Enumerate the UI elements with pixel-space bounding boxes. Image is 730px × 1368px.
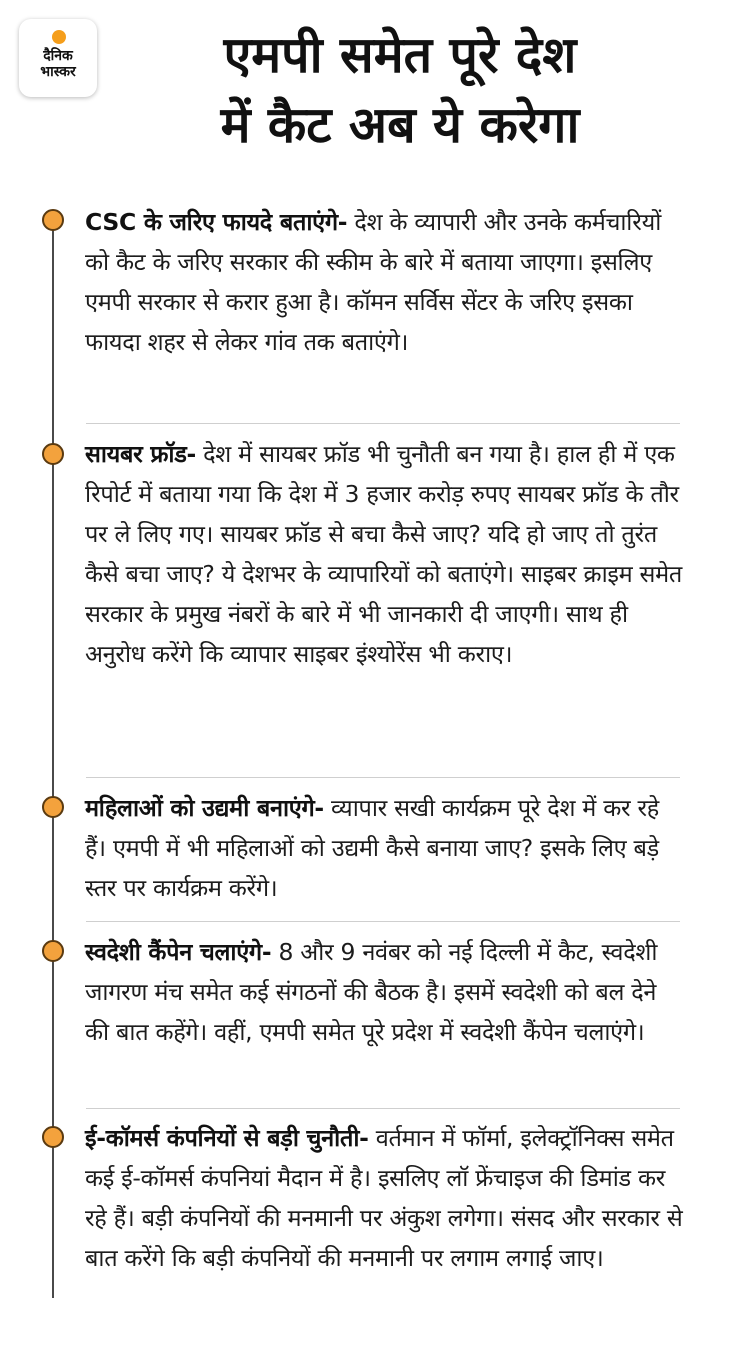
item-heading: महिलाओं को उद्यमी बनाएंगे- — [85, 794, 324, 822]
item-body: देश में सायबर फ्रॉड भी चुनौती बन गया है। हाल ही में एक रिपोर्ट में बताया गया कि देश में 3 हजार करोड़ रुपए सायबर फ्रॉड के तौर पर ले लिए गए। सायबर फ्रॉड से बचा कैसे जाए? यदि हो जाए तो तुरंत कैसे बचा जाए? ये देशभर के व्यापारियों को बताएंगे। साइबर क्राइम समेत सरकार के प्रमुख नंबरों के बारे में भी जानकारी दी जाएगी। साथ ही अनुरोध करेंगे कि व्यापार साइबर इंश्योरेंस भी कराए। — [85, 440, 682, 668]
timeline-bullet-icon — [42, 796, 64, 818]
item-heading: CSC के जरिए फायदे बताएंगे- — [85, 208, 348, 236]
item-text — [85, 434, 685, 674]
item-heading: स्वदेशी कैंपेन चलाएंगे- — [85, 938, 272, 966]
brand-logo — [19, 19, 97, 97]
divider — [86, 921, 680, 922]
item-heading: सायबर फ्रॉड- — [85, 440, 196, 468]
item-body: व्यापार सखी कार्यक्रम पूरे देश में कर रहे हैं। एमपी में भी महिलाओं को उद्यमी कैसे बनाया जाए? इसके लिए बड़े स्तर पर कार्यक्रम करेंगे। — [85, 794, 659, 902]
page-title-line2: में कैट अब ये करेगा — [220, 96, 580, 154]
item-heading: ई-कॉमर्स कंपनियों से बड़ी चुनौती- — [85, 1124, 369, 1152]
divider — [86, 777, 680, 778]
brand-name-line2: भास्कर — [40, 64, 76, 80]
timeline-bullet-icon — [42, 209, 64, 231]
timeline-bullet-icon — [42, 443, 64, 465]
item-text — [85, 202, 685, 362]
page-title — [120, 20, 680, 160]
timeline-bullet-icon — [42, 940, 64, 962]
item-body: 8 और 9 नवंबर को नई दिल्ली में कैट, स्वदेशी जागरण मंच समेत कई संगठनों की बैठक है। इसमें स्वदेशी को बल देने की बात कहेंगे। वहीं, एमपी समेत पूरे प्रदेश में स्वदेशी कैंपेन चलाएंगे। — [85, 938, 658, 1046]
item-body: वर्तमान में फॉर्मा, इलेक्ट्रॉनिक्स समेत कई ई-कॉमर्स कंपनियां मैदान में है। इसलिए लॉ फ्रेंचाइज की डिमांड कर रहे हैं। बड़ी कंपनियों की मनमानी पर अंकुश लगेगा। संसद और सरकार से बात करेंगे कि बड़ी कंपनियों की मनमानी पर लगाम लगाई जाए। — [85, 1124, 683, 1272]
item-body: देश के व्यापारी और उनके कर्मचारियों को कैट के जरिए सरकार की स्कीम के बारे में बताया जाएगा। इसलिए एमपी सरकार से करार हुआ है। कॉमन सर्विस सेंटर के जरिए इसका फायदा शहर से लेकर गांव तक बताएंगे। — [85, 208, 662, 356]
timeline-bullet-icon — [42, 1126, 64, 1148]
item-text — [85, 932, 685, 1052]
item-text — [85, 788, 685, 908]
divider — [86, 423, 680, 424]
brand-name-line1: दैनिक — [43, 48, 73, 64]
divider — [86, 1108, 680, 1109]
item-text — [85, 1118, 685, 1278]
brand-sun-icon — [52, 30, 66, 44]
page-title-line1: एमपी समेत पूरे देश — [223, 26, 577, 84]
